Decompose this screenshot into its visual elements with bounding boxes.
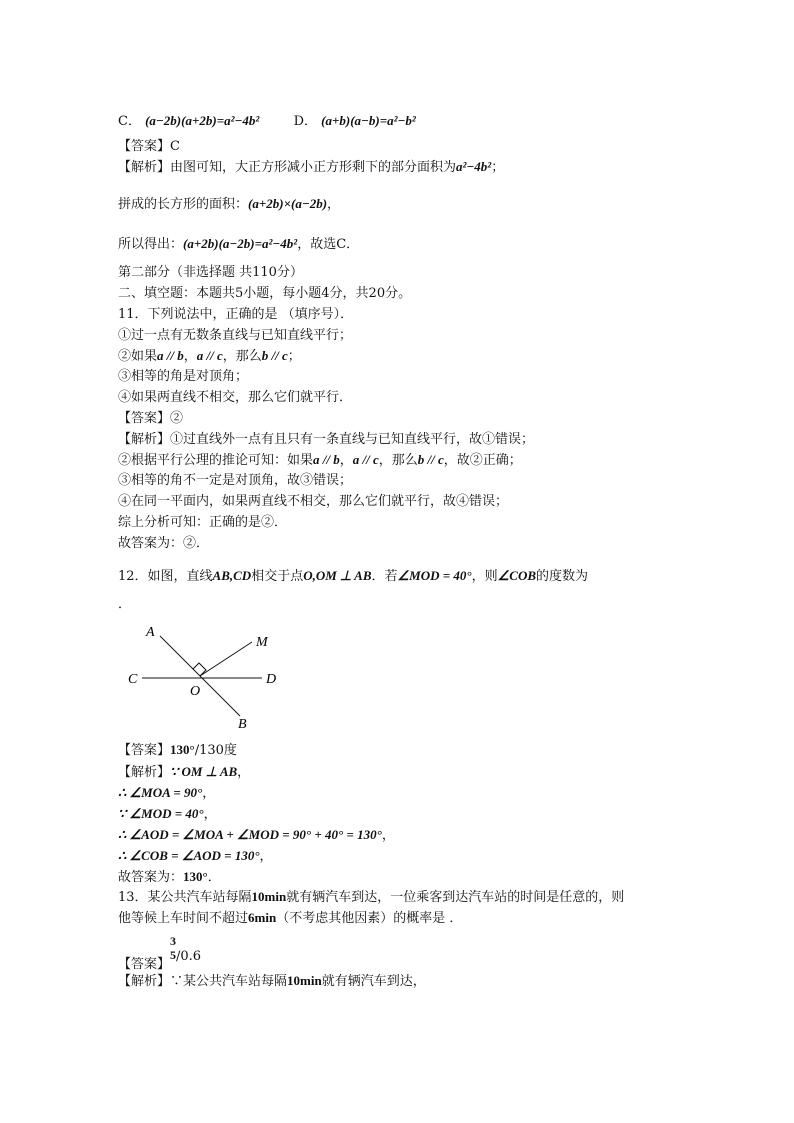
text: 【解析】: [118, 765, 171, 780]
text: 拼成的长方形的面积：: [118, 197, 249, 212]
label-m: M: [256, 635, 268, 650]
text: /0.6: [176, 948, 202, 964]
text: 就有辆汽车到达，一位乘客到达汽车站的时间是任意的，则: [286, 890, 625, 905]
formula: ∠MOD = 40°: [397, 568, 472, 583]
formula: a // c: [196, 348, 223, 363]
numerator: 3: [170, 934, 177, 948]
text: 就有辆汽车到达，: [321, 974, 426, 989]
text: ，故选C．: [297, 237, 360, 252]
explanation-11-line3: ③相等的角不一定是对顶角，故③错误；: [118, 473, 353, 488]
formula: ∠COB: [497, 568, 537, 583]
explanation-11-line6: 故答案为：②．: [118, 536, 210, 551]
formula: b // c: [261, 348, 288, 363]
text: ，那么: [378, 453, 418, 468]
label-o: O: [190, 684, 201, 699]
section-two-heading: 二、填空题：本题共5小题，每小题4分，共20分。: [118, 286, 412, 301]
formula: ∴ ∠COB = ∠AOD = 130°: [118, 848, 260, 863]
question-11-item1: ①过一点有无数条直线与已知直线平行；: [118, 328, 353, 343]
text: 【解析】由图可知，大正方形减小正方形剩下的部分面积为: [118, 160, 457, 175]
option-c: [118, 112, 416, 131]
question-11-item4: ④如果两直线不相交，那么它们就平行．: [118, 390, 353, 405]
text: 【解析】∵某公共汽车站每隔: [118, 974, 288, 989]
text: ，: [237, 765, 251, 780]
text: 【答案】: [118, 743, 171, 758]
label-d: D: [266, 672, 277, 687]
explanation-10-line2: [118, 195, 340, 214]
text: （不考虑其他因素）的概率是 ．: [276, 911, 463, 926]
explanation-11-line2: ②根据平行公理的推论可知：如果a // b，a // c，那么b // c，故②正确；: [118, 452, 522, 468]
question-11: 11．下列说法中，正确的是 （填序号）．: [118, 307, 354, 322]
text: 12．如图，直线: [118, 569, 213, 584]
label-b: B: [238, 717, 247, 732]
text: ．若: [371, 569, 398, 584]
answer-11: 【答案】②: [118, 411, 184, 426]
question-12: [118, 567, 588, 586]
explanation-11-line1: 【解析】①过直线外一点有且只有一条直线与已知直线平行，故①错误；: [118, 432, 535, 447]
question-13-line1: [118, 888, 624, 907]
formula: 10min: [251, 889, 287, 904]
text: ．: [207, 870, 221, 885]
formula: ∴ ∠AOD = ∠MOA + ∠MOD = 90° + 40° = 130°: [118, 827, 382, 842]
option-d-formula: (a+b)(a−b)=a²−b²: [321, 113, 416, 128]
text: 所以得出：: [118, 237, 184, 252]
formula: ∴ ∠MOA = 90°: [118, 785, 203, 800]
formula: ∵ OM ⊥ AB: [170, 764, 238, 779]
formula: ∵ ∠MOD = 40°: [118, 806, 204, 821]
explanation-12-line5: [118, 847, 273, 866]
text: 【答案】: [118, 956, 171, 972]
text: ②根据平行公理的推论可知：如果: [118, 453, 314, 468]
answer-10: 【答案】C: [118, 139, 180, 154]
ray-om: [200, 642, 252, 676]
explanation-12-line6: [118, 868, 221, 887]
label-c: C: [128, 672, 138, 687]
explanation-10-line1: [118, 158, 504, 177]
text: ；: [491, 160, 505, 175]
explanation-12-line2: [118, 784, 215, 803]
text: 相交于点: [251, 569, 304, 584]
option-c-formula: (a−2b)(a+2b)=a²−4b²: [145, 113, 260, 128]
text: ，: [203, 807, 217, 822]
text: ，故②正确；: [443, 453, 522, 468]
question-13-line2: [118, 909, 462, 928]
explanation-12-line3: [118, 805, 217, 824]
part-two-heading: 第二部分（非选择题 共110分）: [118, 265, 303, 280]
text: ，: [381, 828, 395, 843]
text: ，则: [471, 569, 498, 584]
formula: 10min: [287, 973, 322, 988]
text: 故答案为：: [118, 870, 184, 885]
text: 他等候上车时间不超过: [118, 911, 249, 926]
text: ，: [327, 197, 341, 212]
explanation-13-line1: [118, 972, 426, 991]
text: ，那么: [222, 349, 262, 364]
text: ②如果: [118, 349, 158, 364]
answer-12: [118, 741, 237, 760]
formula: a²−4b²: [456, 159, 492, 174]
question-12-blank: ．: [118, 597, 132, 612]
text: 13．某公共汽车站每隔: [118, 890, 252, 905]
right-angle-mark: [193, 663, 206, 676]
intersecting-lines-figure: [122, 618, 302, 736]
formula: (a+2b)(a−2b)=a²−4b²: [183, 236, 298, 251]
text: /130度: [194, 743, 237, 758]
formula: 6min: [248, 910, 277, 925]
text: ；: [287, 349, 301, 364]
formula: O,OM ⊥ AB: [303, 568, 372, 583]
explanation-11-line5: 综上分析可知：正确的是②．: [118, 515, 288, 530]
formula: b // c: [417, 452, 444, 467]
formula: a // b: [313, 452, 340, 467]
question-11-item2: ②如果a // b，a // c，那么b // c；: [118, 348, 301, 364]
explanation-11-line4: ④在同一平面内，如果两直线不相交，那么它们就平行，故④错误；: [118, 494, 509, 509]
text: 的度数为: [536, 569, 589, 584]
formula: (a+2b)×(a−2b): [248, 196, 328, 211]
explanation-12-line1: [118, 763, 250, 782]
formula: AB,CD: [212, 568, 252, 583]
formula: 130°: [170, 742, 195, 757]
formula: a // b: [157, 348, 184, 363]
question-11-item3: ③相等的角是对顶角；: [118, 369, 249, 384]
option-d-label: D．: [293, 114, 317, 129]
explanation-10-line3: [118, 235, 359, 254]
explanation-12-line4: [118, 826, 395, 845]
text: ，: [259, 849, 273, 864]
denominator: 5: [170, 948, 177, 962]
formula: 130°: [183, 869, 208, 884]
text: ，: [202, 786, 216, 801]
option-c-label: C．: [118, 114, 141, 129]
label-a: A: [146, 625, 155, 640]
answer-13: [118, 934, 202, 972]
formula: a // c: [352, 452, 379, 467]
